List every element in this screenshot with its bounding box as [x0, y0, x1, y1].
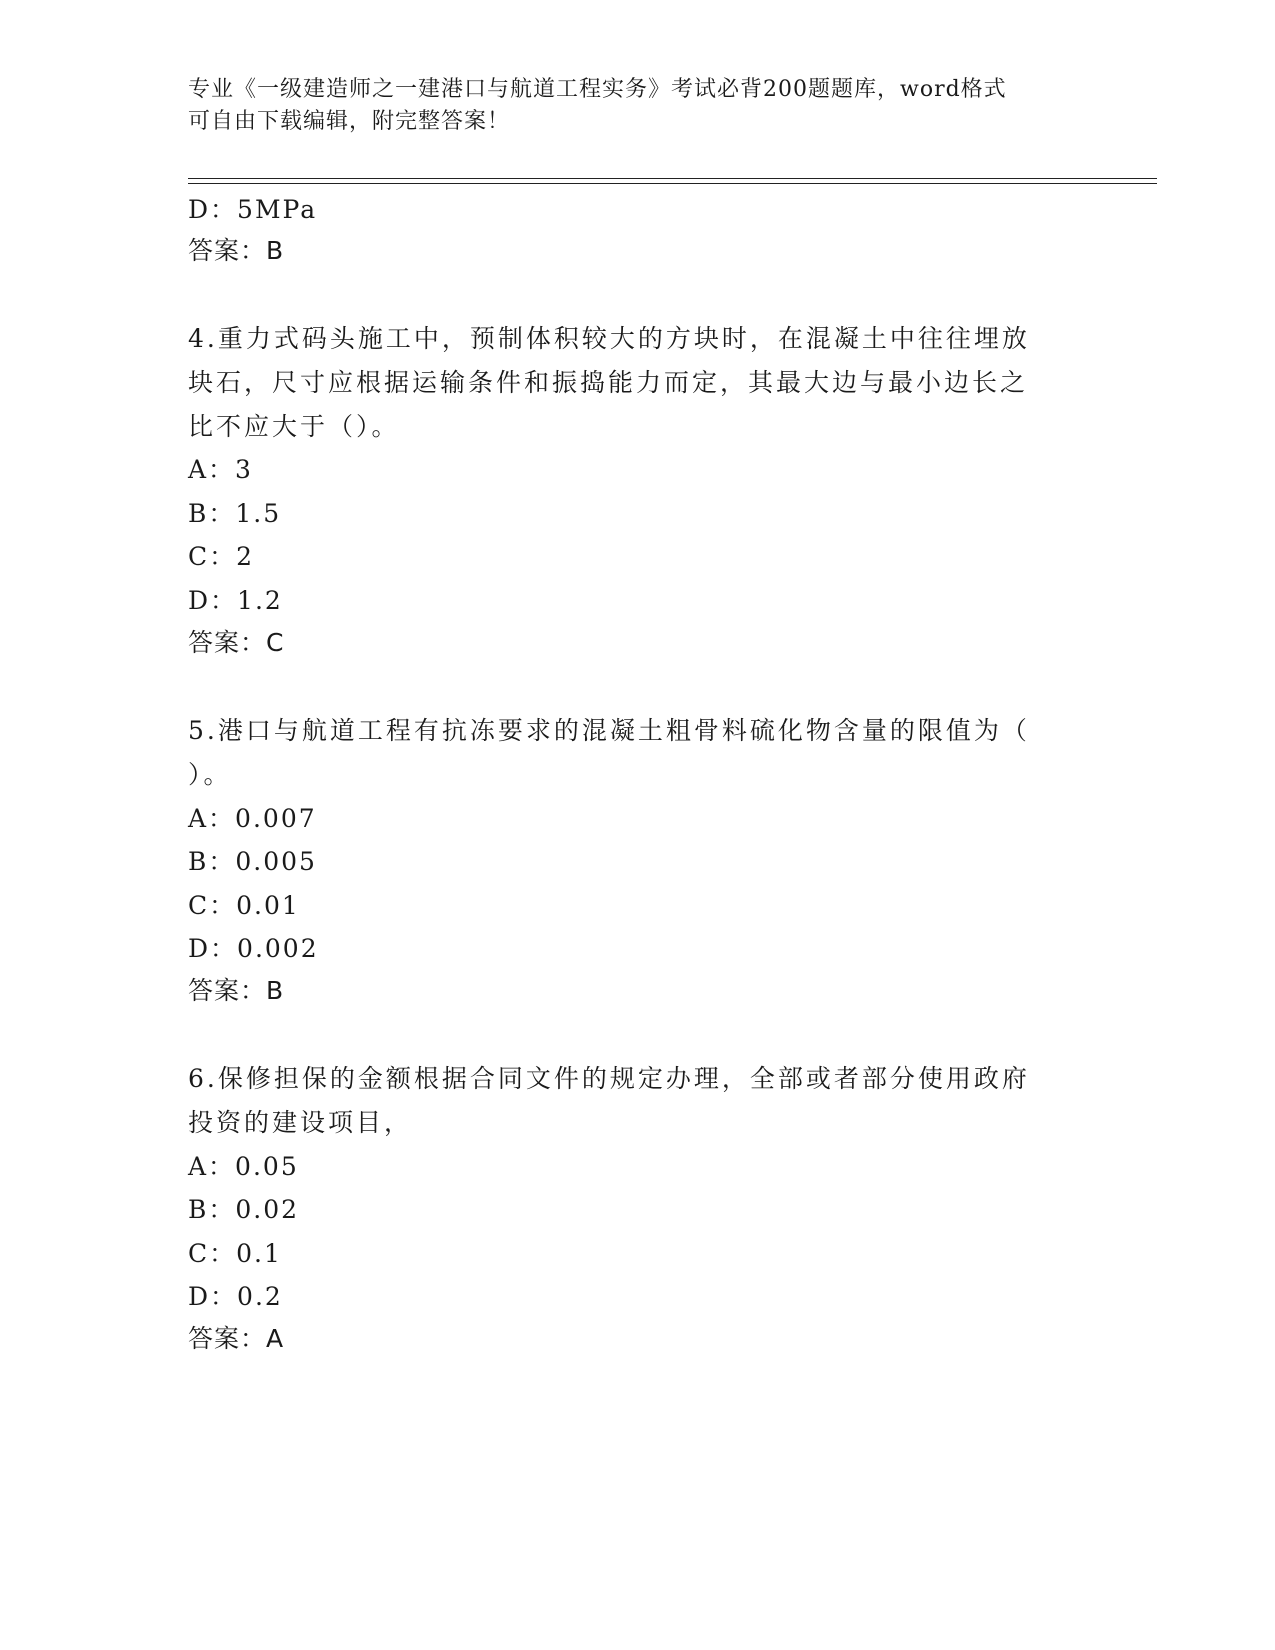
q6-option-a: A：0.05	[188, 1152, 299, 1181]
q4-option-c: C：2	[188, 542, 255, 571]
header-divider-bottom	[188, 183, 1157, 184]
q4-option-d: D：1.2	[188, 586, 283, 615]
q4-stem-line-2: 块石，尺寸应根据运输条件和振捣能力而定，其最大边与最小边长之	[188, 368, 1029, 397]
q4-stem-line-3: 比不应大于（）。	[188, 412, 400, 441]
q5-stem-line-1: 5.港口与航道工程有抗冻要求的混凝土粗骨料硫化物含量的限值为（	[188, 716, 1030, 745]
q6-stem-line-1: 6.保修担保的金额根据合同文件的规定办理，全部或者部分使用政府	[188, 1064, 1030, 1093]
q5-option-b: B：0.005	[188, 847, 317, 876]
q4-answer: 答案：C	[188, 628, 285, 657]
q3-option-d: D：5MPa	[188, 195, 318, 224]
q4-stem-line-1: 4.重力式码头施工中，预制体积较大的方块时，在混凝土中往往埋放	[188, 324, 1030, 353]
header-title-line-1: 专业《一级建造师之一建港口与航道工程实务》考试必背200题题库，word格式	[188, 77, 1007, 102]
q4-option-b: B：1.5	[188, 499, 282, 528]
q5-option-c: C：0.01	[188, 891, 300, 920]
q6-option-d: D：0.2	[188, 1282, 283, 1311]
q4-option-a: A：3	[188, 455, 253, 484]
q6-option-b: B：0.02	[188, 1195, 300, 1224]
header-title-line-2: 可自由下载编辑，附完整答案！	[188, 109, 511, 134]
q5-option-d: D：0.002	[188, 934, 319, 963]
document-header	[188, 74, 1068, 138]
q6-answer: 答案：A	[188, 1324, 285, 1353]
q5-answer: 答案：B	[188, 976, 285, 1005]
header-divider-top	[188, 178, 1157, 179]
q5-stem-line-2: ）。	[188, 760, 232, 789]
q3-answer: 答案：B	[188, 236, 285, 265]
q5-option-a: A：0.007	[188, 804, 317, 833]
q6-stem-line-2: 投资的建设项目，	[188, 1108, 413, 1137]
q6-option-c: C：0.1	[188, 1239, 282, 1268]
